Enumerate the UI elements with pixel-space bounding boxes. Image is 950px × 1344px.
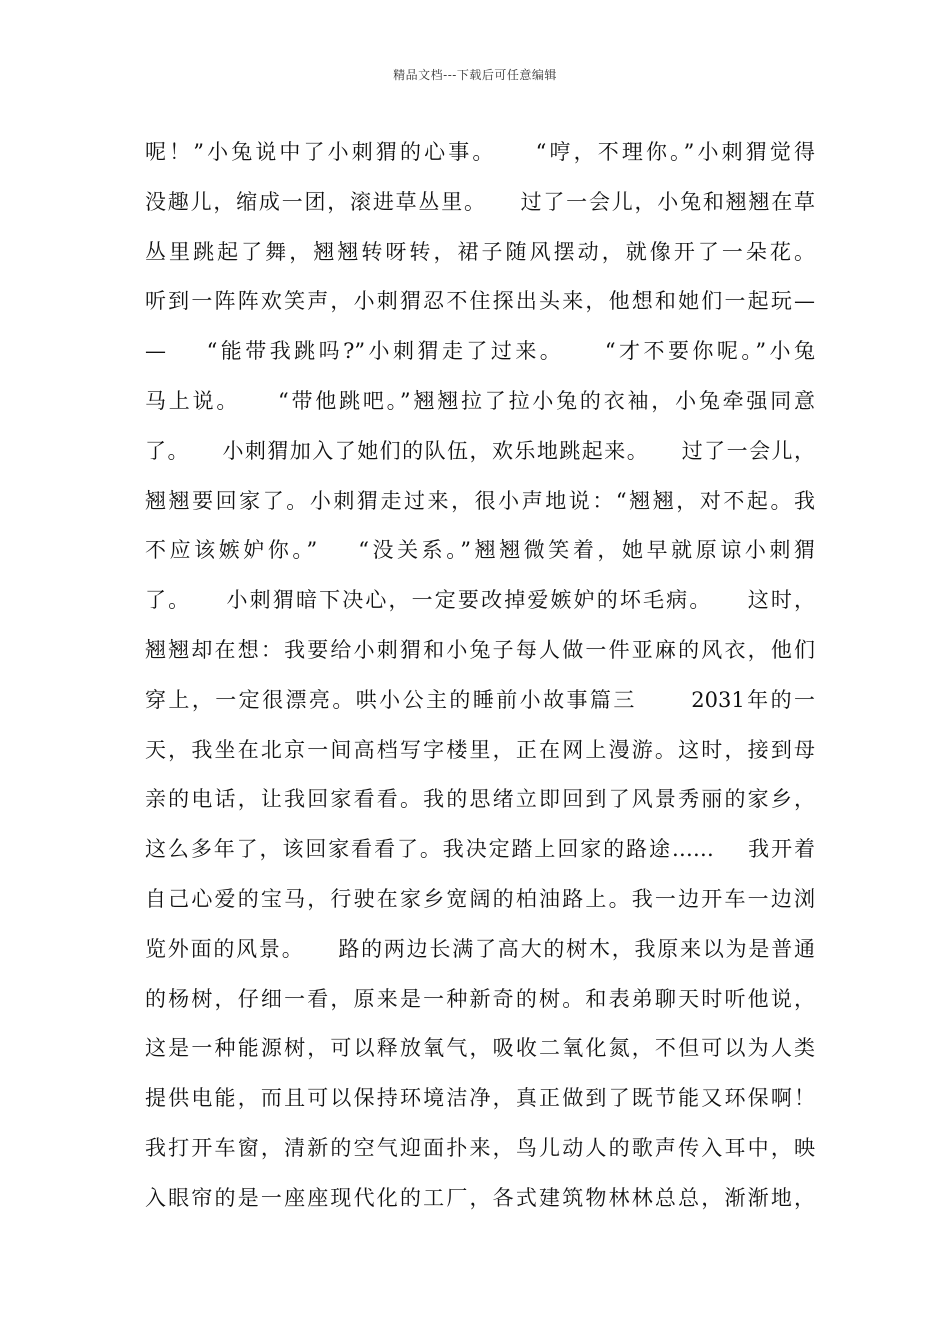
text-line: — “能带我跳吗?”小刺猬走了过来。 “才不要你呢。”小兔 — [145, 339, 815, 364]
text-line: 提供电能，而且可以保持环境洁净，真正做到了既节能又环保啊！ — [145, 1086, 815, 1111]
page-header: 精品文档---下载后可任意编辑 — [393, 68, 557, 82]
text-line: 天，我坐在北京一间高档写字楼里，正在网上漫游。这时，接到母 — [145, 737, 815, 762]
text-line: 翘翘却在想：我要给小刺猬和小兔子每人做一件亚麻的风衣，他们 — [145, 637, 815, 662]
text-line: 自己心爱的宝马，行驶在家乡宽阔的柏油路上。我一边开车一边浏 — [145, 886, 815, 911]
text-line: 了。 小刺猬暗下决心，一定要改掉爱嫉妒的坏毛病。 这时， — [145, 588, 815, 613]
text-line: 这是一种能源树，可以释放氧气，吸收二氧化氮，不但可以为人类 — [145, 1036, 815, 1061]
text-line: 亲的电话，让我回家看看。我的思绪立即回到了风景秀丽的家乡， — [145, 787, 815, 812]
text-line: 丛里跳起了舞，翘翘转呀转，裙子随风摆动，就像开了一朵花。 — [145, 239, 815, 264]
text-line: 了。 小刺猬加入了她们的队伍，欢乐地跳起来。 过了一会儿， — [145, 438, 815, 463]
text-line: 不应该嫉妒你。” “没关系。”翘翘微笑着，她早就原谅小刺猬 — [145, 538, 815, 563]
text-line: 这么多年了，该回家看看了。我决定踏上回家的路途…… 我开着 — [145, 837, 815, 862]
text-line: 览外面的风景。 路的两边长满了高大的树木，我原来以为是普通 — [145, 936, 815, 961]
text-line: 没趣儿，缩成一团，滚进草丛里。 过了一会儿，小兔和翘翘在草 — [145, 189, 815, 214]
text-line: 马上说。 “带他跳吧。”翘翘拉了拉小兔的衣袖，小兔牵强同意 — [145, 388, 815, 413]
text-line: 听到一阵阵欢笑声，小刺猬忍不住探出头来，他想和她们一起玩— — [145, 289, 815, 314]
text-line: 的杨树，仔细一看，原来是一种新奇的树。和表弟聊天时听他说， — [145, 986, 815, 1011]
text-line: 穿上，一定很漂亮。哄小公主的睡前小故事篇三 2031年的一 — [145, 687, 815, 712]
text-line: 入眼帘的是一座座现代化的工厂，各式建筑物林林总总，渐渐地， — [145, 1185, 815, 1210]
text-line: 我打开车窗，清新的空气迎面扑来，鸟儿动人的歌声传入耳中，映 — [145, 1135, 815, 1160]
text-line: 翘翘要回家了。小刺猬走过来，很小声地说：“翘翘，对不起。我 — [145, 488, 815, 513]
text-line: 呢！”小兔说中了小刺猬的心事。 “哼，不理你。”小刺猬觉得 — [145, 140, 815, 164]
document-body — [145, 130, 815, 1226]
